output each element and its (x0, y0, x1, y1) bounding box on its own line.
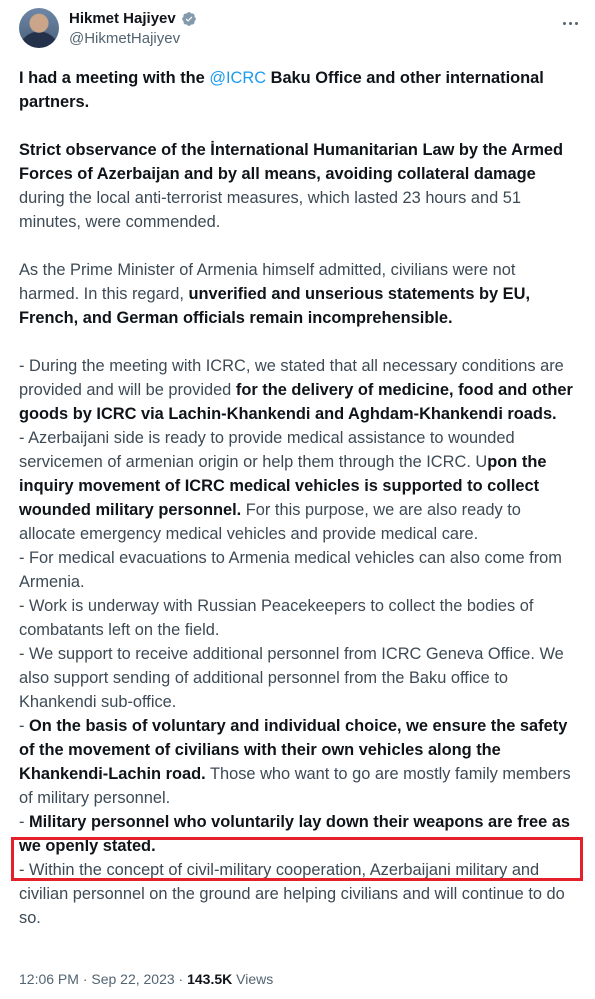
text-span: I had a meeting with the (19, 69, 210, 87)
bold-text: pon the inquiry movement of ICRC medical vehicles is supported to collect wounded military personnel. (19, 453, 547, 519)
author-name-row[interactable] (69, 10, 197, 28)
list-item: - We support to receive additional personnel from ICRC Geneva Office. We also support sending of additional personnel from the Baku office to Khankendi sub-office. (19, 645, 564, 711)
avatar[interactable] (19, 8, 59, 48)
bold-text: for the delivery of medicine, food and other goods by ICRC via Lachin-Khankendi and Aghdam-Khankendi roads. (19, 381, 573, 423)
more-options-icon[interactable] (561, 12, 581, 28)
list-item: - Work is underway with Russian Peacekeepers to collect the bodies of combatants left on the field. (19, 597, 534, 639)
author-handle[interactable]: @HikmetHajiyev (69, 30, 181, 47)
list-item (19, 426, 579, 546)
views-label: Views (232, 971, 274, 987)
text-span: As the Prime Minister of Armenia himself admitted, civilians were not harmed. In this regard, (19, 261, 516, 303)
list-item (19, 354, 579, 426)
text-span: Those who want to go are mostly family members of military personnel. (19, 765, 571, 807)
text-span: - Azerbaijani side is ready to provide medical assistance to wounded servicemen of armenian origin or help them through the ICRC. U (19, 429, 515, 471)
bold-text: unverified and unserious statements by EU, French, and German officials remain incomprehensible. (19, 285, 531, 327)
red-highlight-box (11, 837, 583, 881)
text-span: - During the meeting with ICRC, we stated that all necessary conditions are provided and will be provided (19, 357, 564, 399)
bold-text: On the basis of voluntary and individual choice, we ensure the safety of the movement of civilians with their own vehicles along the Khankendi-Lachin road. (19, 717, 568, 783)
list-item (19, 714, 579, 810)
bold-text: Strict observance of the İnternational Humanitarian Law by the Armed Forces of Azerbaijan and by all means, avoiding collateral damage (19, 141, 564, 183)
bold-text: Military personnel who voluntarily lay down their weapons are free as we openly stated. (19, 813, 571, 855)
paragraph-prime-minister (19, 258, 579, 330)
timestamp-link[interactable]: 12:06 PM · Sep 22, 2023 · (19, 971, 188, 987)
paragraph-observance (19, 138, 579, 234)
verified-badge-icon (181, 11, 197, 27)
views-count: 143.5K (187, 971, 233, 987)
list-item: - Within the concept of civil-military cooperation, Azerbaijani military and civilian personnel on the ground are helping civilians and will continue to do so. (19, 861, 565, 927)
text-span: For this purpose, we are also ready to allocate emergency medical vehicles and provide medical care. (19, 501, 521, 543)
text-span: Baku Office and other international partners. (19, 69, 544, 111)
tweet-text (19, 66, 579, 930)
author-name[interactable]: Hikmet Hajiyev (69, 10, 176, 27)
paragraph-meeting (19, 66, 579, 114)
tweet-footer (19, 970, 273, 988)
tweet-header (19, 8, 585, 52)
list-item: - For medical evacuations to Armenia medical vehicles can also come from Armenia. (19, 549, 562, 591)
text-span: during the local anti-terrorist measures, which lasted 23 hours and 51 minutes, were commended. (19, 189, 522, 231)
text-span: - (19, 717, 30, 735)
text-span: - (19, 813, 30, 831)
mention-icrc-link[interactable]: @ICRC (209, 69, 267, 87)
